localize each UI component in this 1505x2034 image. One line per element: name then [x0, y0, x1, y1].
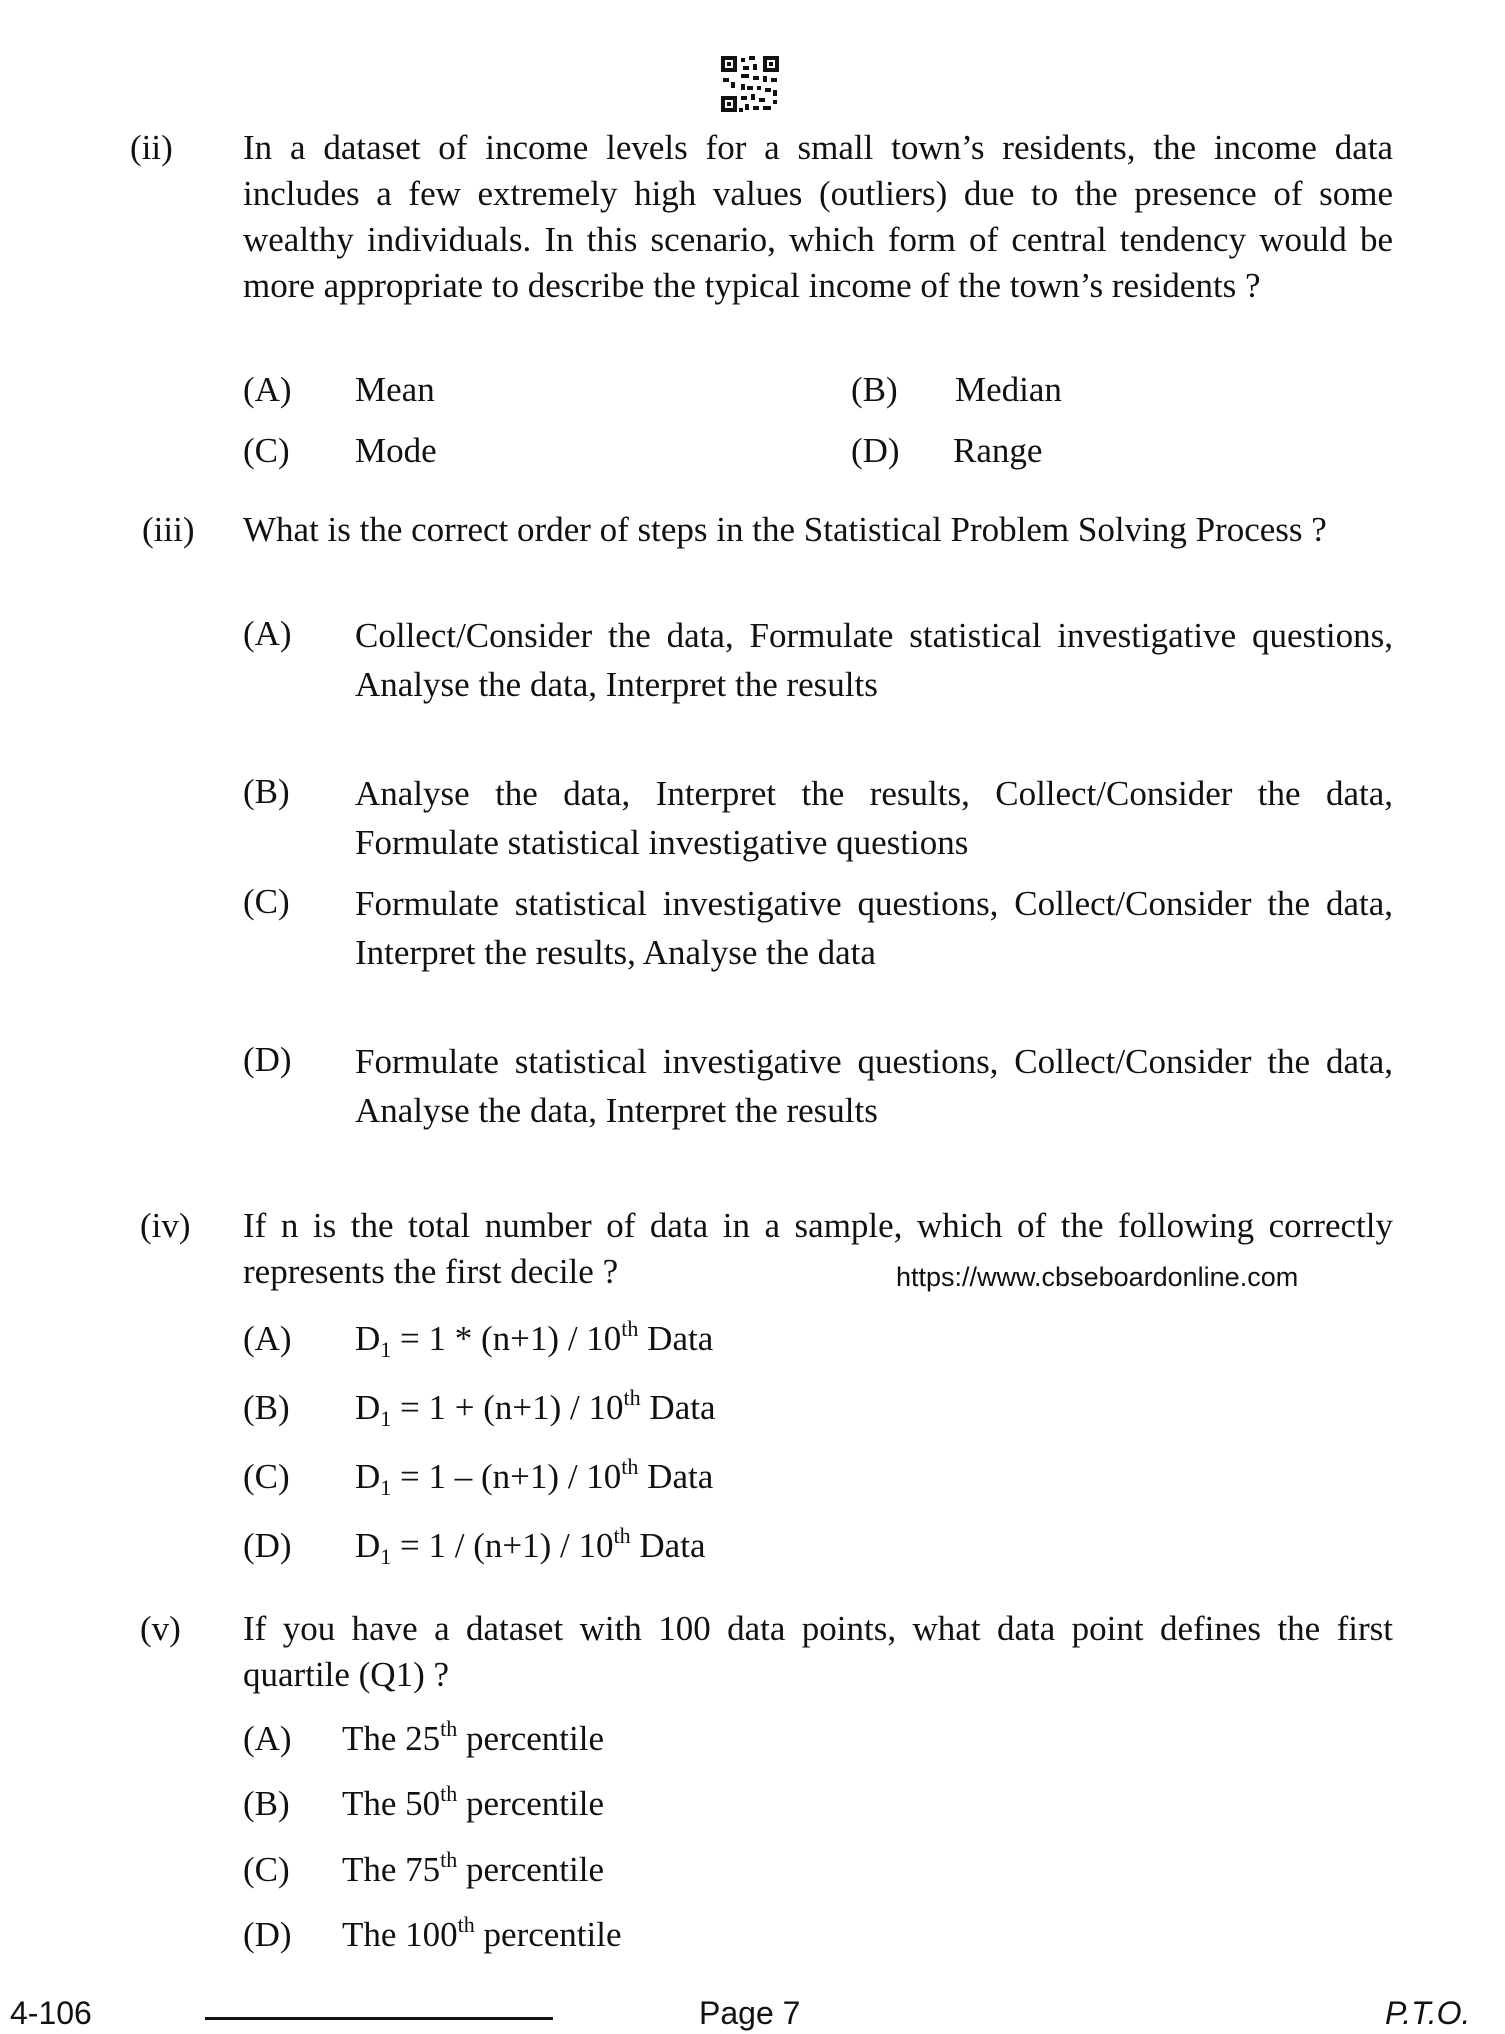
page-number: Page 7 — [699, 1995, 801, 2031]
option-superscript: th — [440, 1847, 458, 1872]
formula-main: D — [355, 1526, 381, 1565]
option-label: (A) — [243, 370, 292, 409]
formula-tail: Data — [638, 1319, 714, 1358]
formula-superscript: th — [613, 1523, 631, 1548]
option-label: (C) — [243, 882, 290, 921]
question-number: (v) — [140, 1609, 181, 1648]
option-formula — [355, 1316, 713, 1362]
question-number: (ii) — [130, 128, 173, 167]
option-text: Analyse the data, Interpret the results, Collect/Consider the data, Formulate statistical investigative questions — [355, 774, 1393, 862]
formula-expression: = 1 + (n+1) / 10 — [391, 1388, 624, 1427]
formula-main: D — [355, 1319, 381, 1358]
option-formula — [355, 1385, 716, 1431]
question-number: (iv) — [140, 1206, 191, 1245]
option-text: Collect/Consider the data, Formulate statistical investigative questions, Analyse the data, Interpret the results — [355, 616, 1393, 704]
option-text: Mode — [355, 431, 437, 470]
option-text-pre: The 50 — [342, 1784, 441, 1823]
question-stem: What is the correct order of steps in the Statistical Problem Solving Process ? — [243, 510, 1327, 549]
formula-superscript: th — [621, 1316, 639, 1341]
option-text-pre: The 75 — [342, 1850, 441, 1889]
formula-tail: Data — [640, 1388, 716, 1427]
option-text: Mean — [355, 370, 435, 409]
option-label: (C) — [243, 431, 290, 470]
paper-code: 4-106 — [10, 1995, 92, 2031]
pto-label: P.T.O. — [1385, 1995, 1471, 2031]
question-stem: If you have a dataset with 100 data points, what data point defines the first quartile (Q1) ? — [243, 1609, 1393, 1694]
option-label: (D) — [243, 1915, 292, 1954]
option-text: Median — [955, 370, 1062, 409]
option-text — [342, 1847, 604, 1893]
option-label: (D) — [243, 1526, 292, 1565]
option-text — [342, 1781, 604, 1827]
formula-expression: = 1 / (n+1) / 10 — [391, 1526, 614, 1565]
option-text-pre: The 100 — [342, 1915, 458, 1954]
option-label: (B) — [243, 1388, 290, 1427]
option-text-post: percentile — [457, 1719, 605, 1758]
option-text-post: percentile — [457, 1784, 605, 1823]
option-superscript: th — [440, 1716, 458, 1741]
source-url: https://www.cbseboardonline.com — [896, 1262, 1299, 1292]
option-formula — [355, 1523, 705, 1569]
qr-code-icon — [721, 56, 779, 112]
option-label: (A) — [243, 1319, 292, 1358]
option-label: (A) — [243, 1719, 292, 1758]
option-text-pre: The 25 — [342, 1719, 441, 1758]
option-label: (B) — [243, 1784, 290, 1823]
option-text: Formulate statistical investigative questions, Collect/Consider the data, Interpret the results, Analyse the data — [355, 884, 1393, 972]
option-label: (C) — [243, 1850, 290, 1889]
footer-rule — [205, 2017, 553, 2020]
formula-subscript: 1 — [380, 1475, 392, 1500]
formula-subscript: 1 — [380, 1544, 392, 1569]
option-label: (B) — [243, 772, 290, 811]
formula-superscript: th — [621, 1454, 639, 1479]
option-text-post: percentile — [474, 1915, 622, 1954]
option-superscript: th — [440, 1781, 458, 1806]
option-text: Range — [953, 431, 1043, 470]
question-number: (iii) — [142, 510, 195, 549]
option-text: Formulate statistical investigative questions, Collect/Consider the data, Analyse the data, Interpret the results — [355, 1042, 1393, 1130]
option-text-post: percentile — [457, 1850, 605, 1889]
question-stem: In a dataset of income levels for a small town’s residents, the income data includes a few extremely high values (outliers) due to the presence of some wealthy individuals. In this scenario, which form of central tendency would be more appropriate to describe the typical income of the town’s residents ? — [243, 128, 1393, 305]
option-label: (A) — [243, 614, 292, 653]
option-label: (D) — [851, 431, 900, 470]
option-text — [342, 1716, 604, 1762]
option-label: (D) — [243, 1040, 292, 1079]
formula-expression: = 1 – (n+1) / 10 — [391, 1457, 622, 1496]
option-formula — [355, 1454, 713, 1500]
formula-expression: = 1 * (n+1) / 10 — [391, 1319, 622, 1358]
formula-main: D — [355, 1388, 381, 1427]
option-label: (B) — [851, 370, 898, 409]
formula-tail: Data — [630, 1526, 706, 1565]
option-superscript: th — [457, 1912, 475, 1937]
formula-main: D — [355, 1457, 381, 1496]
formula-tail: Data — [638, 1457, 714, 1496]
question-stem: If n is the total number of data in a sample, which of the following correctly represents the first decile ? — [243, 1206, 1393, 1291]
option-label: (C) — [243, 1457, 290, 1496]
formula-superscript: th — [623, 1385, 641, 1410]
formula-subscript: 1 — [380, 1337, 392, 1362]
option-text — [342, 1912, 622, 1958]
formula-subscript: 1 — [380, 1406, 392, 1431]
